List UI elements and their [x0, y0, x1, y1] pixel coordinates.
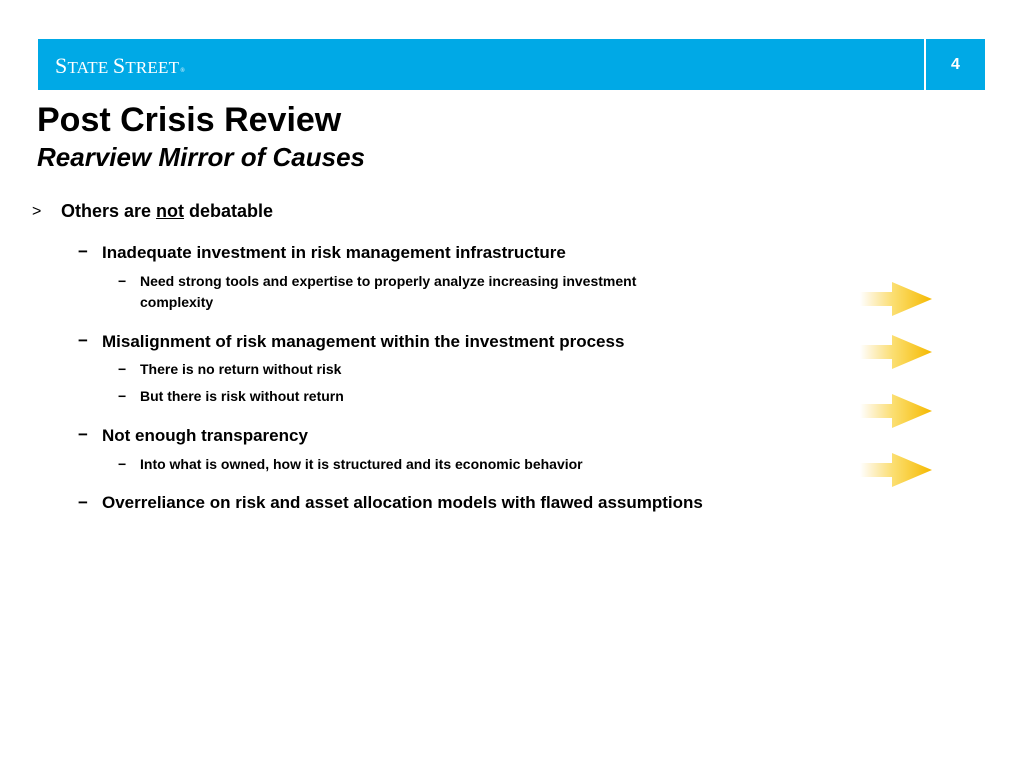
- list-item: Inadequate investment in risk management infrastructure: [102, 243, 566, 262]
- list-item: Overreliance on risk and asset allocation models with flawed assumptions: [102, 493, 703, 512]
- emphasis-not: not: [156, 201, 185, 221]
- sub-list-item: Into what is owned, how it is structured and its economic behavior: [140, 456, 583, 472]
- sub-list-item: Need strong tools and expertise to properly analyze increasing investment complexity: [140, 273, 637, 310]
- right-arrow-icon: [860, 453, 932, 487]
- dash-icon: −: [78, 331, 88, 350]
- dash-icon: −: [118, 388, 127, 404]
- list-item: Not enough transparency: [102, 426, 308, 445]
- dash-icon: −: [78, 493, 88, 512]
- slide-subtitle: Rearview Mirror of Causes: [37, 142, 366, 172]
- list-item: Misalignment of risk management within the investment process: [102, 332, 625, 351]
- dash-icon: −: [78, 425, 88, 444]
- bullet-marker-icon: >: [32, 203, 42, 220]
- state-street-logo: STATE STREET®: [55, 53, 185, 78]
- sub-list-item: There is no return without risk: [140, 361, 342, 377]
- dash-icon: −: [118, 273, 127, 289]
- page-number: 4: [951, 56, 960, 73]
- dash-icon: −: [118, 456, 127, 472]
- heading-bullet: Others are not debatable: [61, 201, 274, 221]
- right-arrow-icon: [860, 335, 932, 369]
- dash-icon: −: [78, 242, 88, 261]
- sub-list-item: But there is risk without return: [140, 388, 344, 404]
- dash-icon: −: [118, 361, 127, 377]
- right-arrow-icon: [860, 394, 932, 428]
- header-banner: [38, 39, 985, 90]
- slide-title: Post Crisis Review: [37, 101, 342, 139]
- right-arrow-icon: [860, 282, 932, 316]
